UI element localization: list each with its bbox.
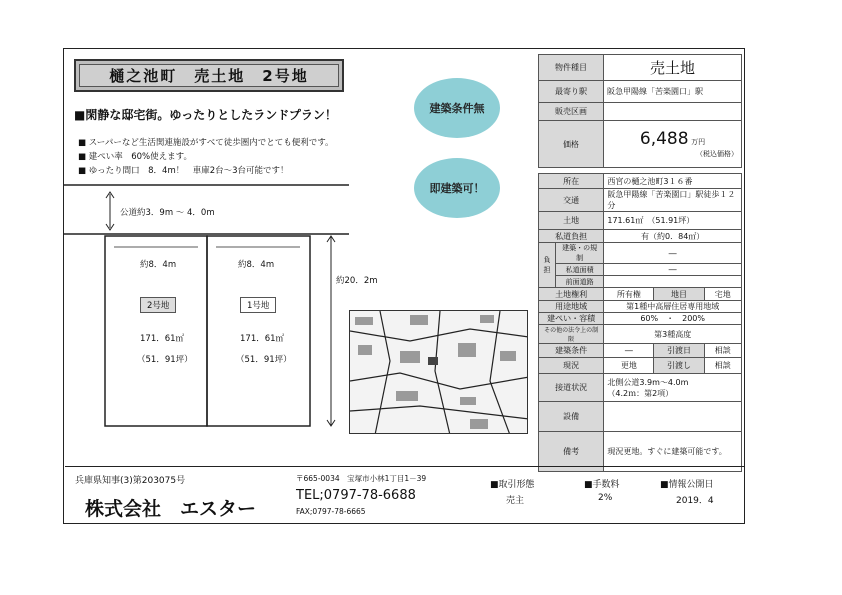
setback-label-2: 私道面積	[556, 264, 604, 276]
location-value: 西宮の樋之池町3１６番	[604, 174, 742, 189]
coverage-label: 建ぺい・容積	[539, 313, 604, 325]
delivery-value: 相談	[704, 358, 741, 374]
coverage-value: 60% ・ 200%	[604, 313, 742, 325]
transport-value: 阪急甲陽線「苦楽園口」駅徒歩１２分	[604, 189, 742, 212]
map-illustration	[350, 311, 528, 434]
setback-group-label: 負担	[539, 243, 556, 288]
other-restrictions-value: 第3種高度	[604, 325, 742, 344]
use-zone-value: 第1種中高層住居専用地域	[604, 301, 742, 313]
license-number: 兵庫県知事(3)第203075号	[75, 476, 186, 486]
company-address: 〒665-0034 宝塚市小林1丁目1－39	[296, 474, 427, 483]
date-value: 2019．4	[676, 496, 714, 506]
facilities-value	[604, 402, 742, 432]
lot2-frontage: 約8．4m	[140, 260, 177, 270]
private-road-value: 有（約0．84㎡）	[604, 230, 742, 243]
facilities-label: 設備	[539, 402, 604, 432]
lot1-label: 1号地	[240, 297, 276, 313]
depth-label: 約20．2m	[336, 276, 378, 286]
bullet-1: ■ スーパーなど生活関連施設がすべて徒歩圏内でとても便利です。	[78, 138, 334, 148]
lot1-frontage: 約8．4m	[238, 260, 275, 270]
location-map	[349, 310, 528, 434]
badge-immediate: 即建築可！	[414, 158, 500, 218]
land-category-value: 宅地	[704, 288, 741, 301]
land-category-label: 地目	[654, 288, 704, 301]
handover-value: 相談	[704, 344, 741, 358]
remarks-label: 備考	[539, 432, 604, 472]
type-label: 物件種目	[539, 55, 604, 81]
price-unit: 万円	[691, 138, 706, 146]
land-rights-value: 所有権	[604, 288, 654, 301]
location-label: 所在	[539, 174, 604, 189]
land-rights-label: 土地権利	[539, 288, 604, 301]
remarks-value: 現況更地。すぐに建築可能です。	[604, 432, 742, 472]
date-label: ■情報公開日	[660, 480, 714, 490]
type-value: 売土地	[604, 55, 742, 81]
price-label: 価格	[539, 121, 604, 168]
lot1-tsubo: （51．91坪）	[236, 355, 292, 365]
use-zone-label: 用途地域	[539, 301, 604, 313]
page-title: 樋之池町 売土地 2号地	[79, 64, 339, 87]
other-restrictions-label: その他の法令上の制限	[539, 325, 604, 344]
info-top-table	[538, 54, 742, 168]
title-box	[74, 59, 344, 92]
deal-value: 売主	[506, 496, 525, 506]
bullet-2: ■ 建ぺい率 60%使えます。	[78, 152, 192, 162]
land-value: 171.61㎡ （51.91坪）	[604, 212, 742, 230]
setback-value-2: ―	[604, 264, 742, 276]
road-access-label: 接道状況	[539, 374, 604, 402]
deal-label: ■取引形態	[490, 480, 535, 490]
badge-no-condition: 建築条件無	[414, 78, 500, 138]
price-note: （税込価格）	[696, 150, 738, 158]
condition-label: 建築条件	[539, 344, 604, 358]
private-road-label: 私道負担	[539, 230, 604, 243]
headline: ■閑静な邸宅街。ゆったりとしたランドプラン！	[74, 108, 337, 122]
company-fax: FAX;0797-78-6665	[296, 507, 366, 516]
condition-value: ―	[604, 344, 654, 358]
land-label: 土地	[539, 212, 604, 230]
station-value: 阪急甲陽線「苦楽園口」駅	[604, 81, 742, 103]
plot-drawing	[64, 180, 364, 440]
setback-value-3	[604, 276, 742, 288]
road-width-label: 公道約3．9m ～ 4．0m	[120, 208, 215, 218]
setback-label-3: 前面道路	[556, 276, 604, 288]
fee-value: 2%	[598, 493, 613, 503]
setback-value-1: ―	[604, 243, 742, 264]
fee-label: ■手数料	[584, 480, 620, 490]
lot2-area: 171．61㎡	[140, 334, 185, 344]
lot2-label: 2号地	[140, 297, 176, 313]
company-name: 株式会社 エスター	[85, 498, 257, 520]
lot2-tsubo: （51．91坪）	[137, 355, 193, 365]
company-tel: TEL;0797-78-6688	[296, 488, 416, 503]
current-value: 更地	[604, 358, 654, 374]
current-label: 現況	[539, 358, 604, 374]
delivery-label: 引渡し	[654, 358, 704, 374]
handover-label: 引渡日	[654, 344, 704, 358]
info-main-table	[538, 173, 742, 472]
station-label: 最寄り駅	[539, 81, 604, 103]
setback-label-1: 建築・の規制	[556, 243, 604, 264]
road-access-note: （4.2ｍ：第2項）	[607, 388, 674, 398]
sections-value	[604, 103, 742, 121]
lot1-area: 171．61㎡	[240, 334, 285, 344]
sections-label: 販売区画	[539, 103, 604, 121]
road-access-value: 北側公道3.9m～4.0m	[607, 377, 689, 387]
price-value: 6,488	[639, 129, 689, 149]
transport-label: 交通	[539, 189, 604, 212]
bullet-3: ■ ゆったり間口 8．4m！ 車庫2台～3台可能です！	[78, 166, 289, 176]
